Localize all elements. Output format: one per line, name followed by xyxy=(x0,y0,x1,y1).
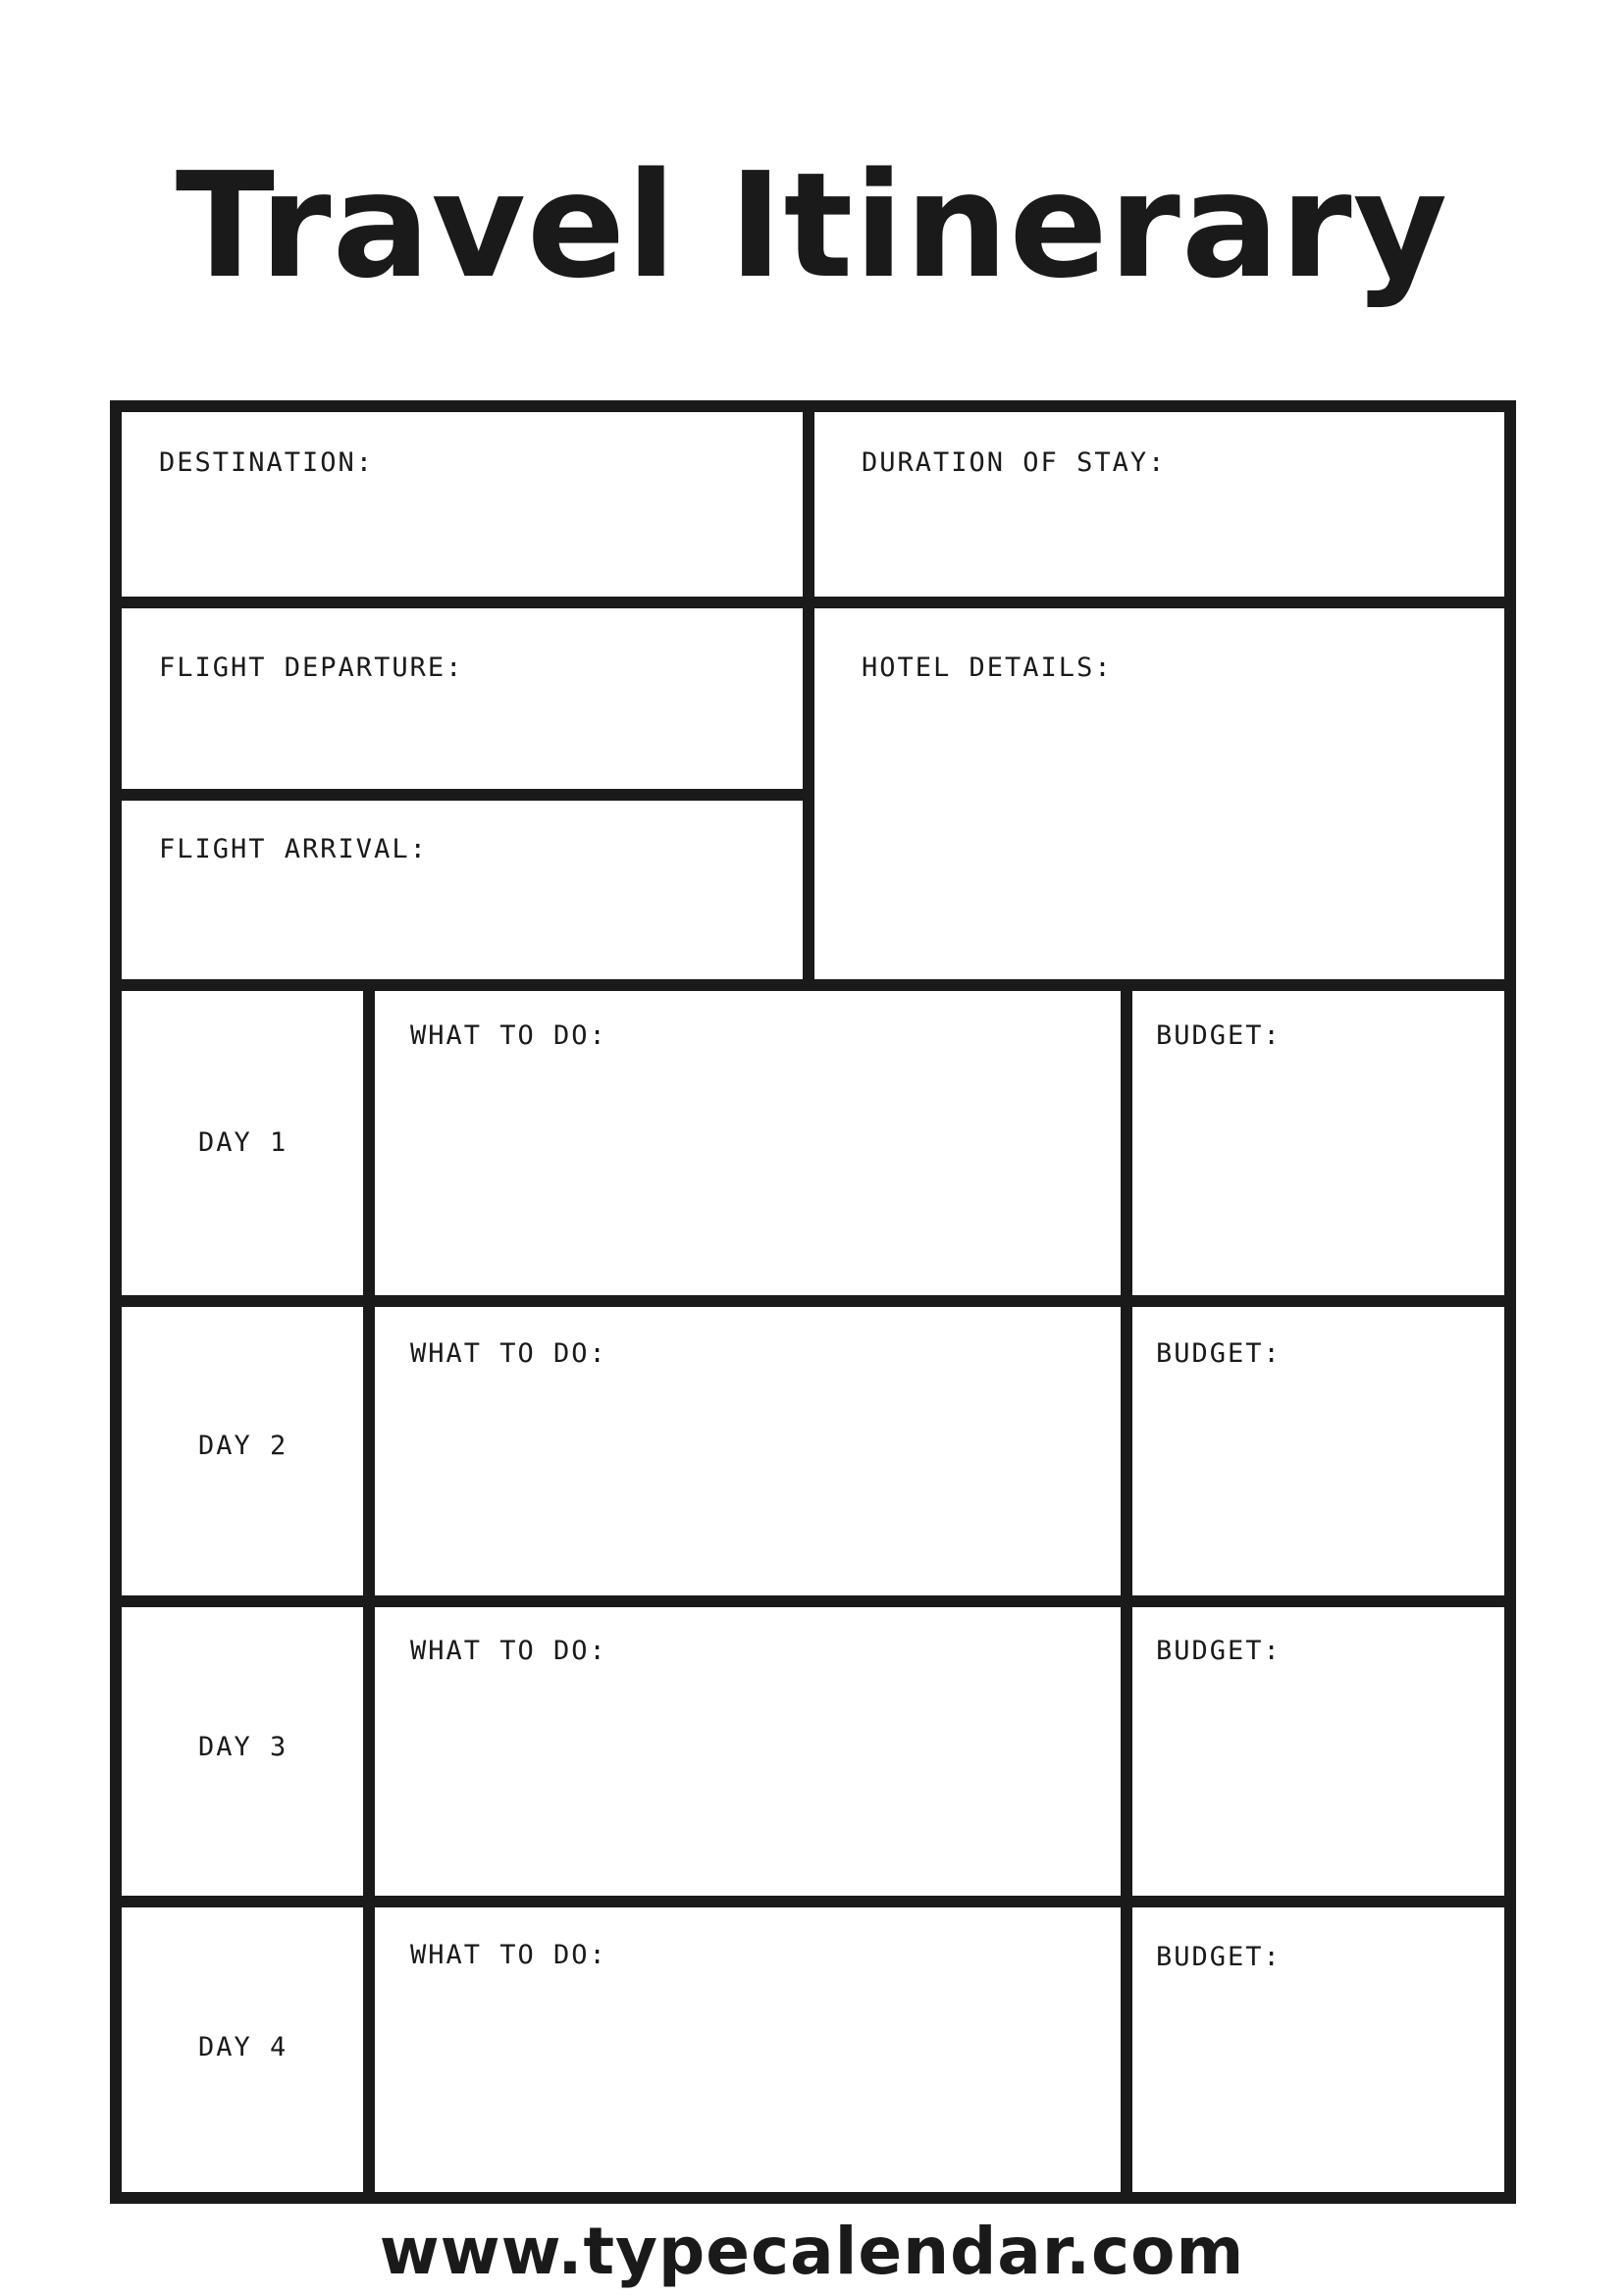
divider xyxy=(110,597,1516,608)
flight-arrival-label: FLIGHT ARRIVAL: xyxy=(159,834,428,864)
day-label: DAY 4 xyxy=(198,2032,288,2062)
divider xyxy=(803,400,814,989)
what-to-do-label: WHAT TO DO: xyxy=(410,1020,607,1051)
divider xyxy=(110,1295,1516,1307)
budget-label: BUDGET: xyxy=(1156,1636,1282,1666)
divider xyxy=(1121,979,1132,2204)
page-title: Travel Itinerary xyxy=(175,141,1449,310)
divider xyxy=(363,979,375,2204)
what-to-do-label: WHAT TO DO: xyxy=(410,1636,607,1666)
footer-url: www.typecalendar.com xyxy=(379,2214,1245,2289)
destination-label: DESTINATION: xyxy=(159,447,375,478)
budget-label: BUDGET: xyxy=(1156,1338,1282,1369)
hotel-details-label: HOTEL DETAILS: xyxy=(862,652,1113,683)
divider xyxy=(110,979,1516,991)
budget-label: BUDGET: xyxy=(1156,1942,1282,1972)
what-to-do-label: WHAT TO DO: xyxy=(410,1940,607,1970)
flight-departure-label: FLIGHT DEPARTURE: xyxy=(159,652,464,683)
duration-of-stay-label: DURATION OF STAY: xyxy=(862,447,1167,478)
day-label: DAY 2 xyxy=(198,1431,288,1461)
day-label: DAY 1 xyxy=(198,1127,288,1158)
what-to-do-label: WHAT TO DO: xyxy=(410,1338,607,1369)
divider xyxy=(110,789,809,801)
divider xyxy=(110,1896,1516,1907)
day-label: DAY 3 xyxy=(198,1732,288,1762)
budget-label: BUDGET: xyxy=(1156,1020,1282,1051)
divider xyxy=(110,1595,1516,1607)
